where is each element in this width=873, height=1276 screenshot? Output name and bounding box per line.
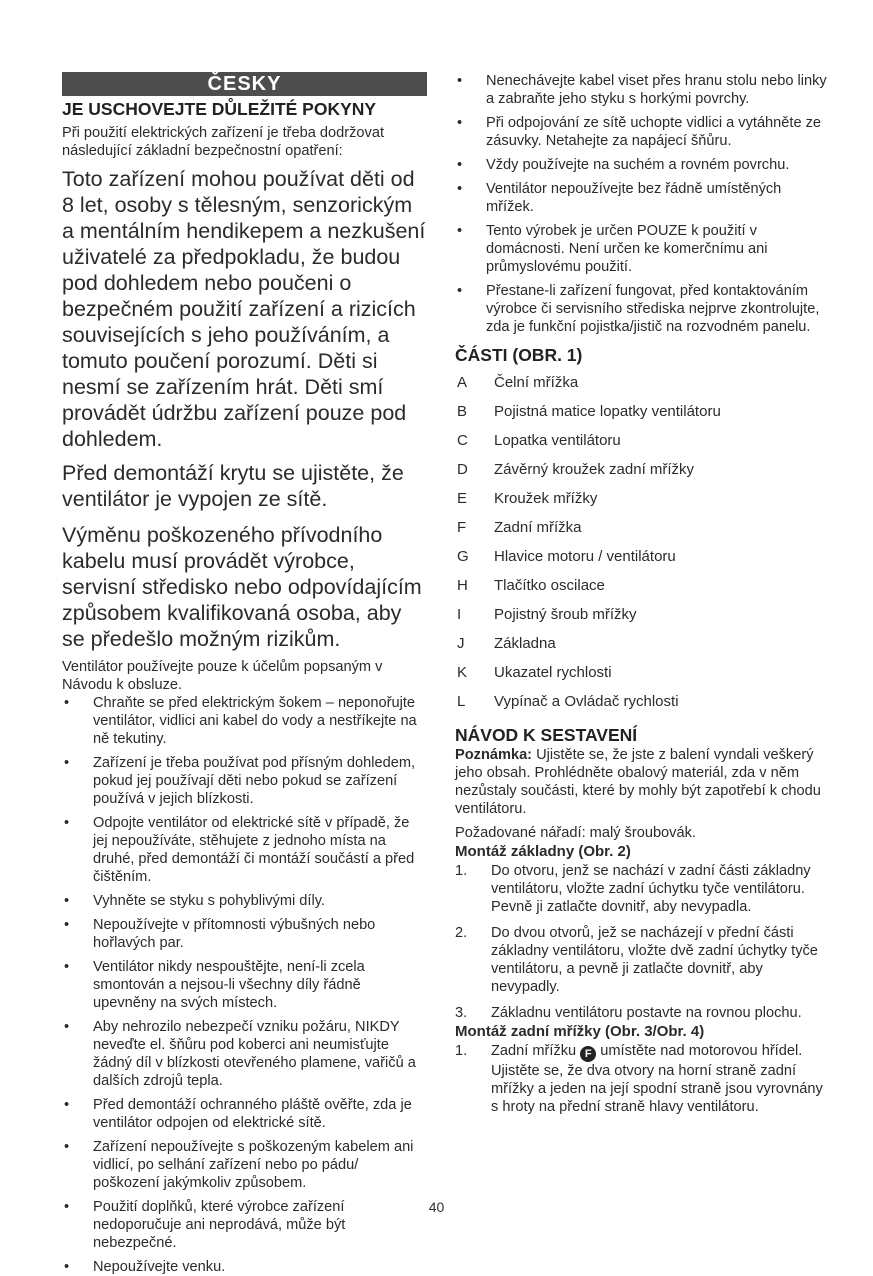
part-f-badge-icon: F (580, 1046, 596, 1062)
bullet-icon: • (457, 157, 463, 173)
bullet-icon: • (457, 283, 463, 299)
parts-list (455, 368, 830, 716)
part-item: A Čelní mřížka (457, 374, 579, 391)
list-item: • Tento výrobek je určen POUZE k použití v domácnosti. Není určen ke komerčnímu ani průmyslovému použití. (457, 223, 768, 275)
required-tools: Požadované nářadí: malý šroubovák. (455, 825, 696, 841)
safety-intro: Při použití elektrických zařízení je třeba dodržovat následující základní bezpečnostní opatření: (62, 125, 385, 159)
left-column (62, 72, 427, 1276)
base-assembly-steps (455, 862, 830, 1022)
list-item: • Ventilátor nepoužívejte bez řádně umístěných mřížek. (457, 181, 782, 215)
part-item: J Základna (457, 635, 556, 652)
bullet-icon: • (64, 1097, 70, 1113)
part-item: G Hlavice motoru / ventilátoru (457, 548, 676, 565)
list-item: • Zařízení je třeba používat pod přísným dohledem, pokud jej používají děti nebo pokud se zařízení používá v jejich blízkosti. (64, 755, 416, 807)
right-column (455, 72, 830, 1116)
part-item: H Tlačítko oscilace (457, 577, 605, 594)
bullet-icon: • (457, 115, 463, 131)
part-item: F Zadní mřížka (457, 519, 582, 536)
assembly-note: Poznámka: Ujistěte se, že jste z balení vyndali veškerý jeho obsah. Prohlédněte obalový materiál, zda v něm nezůstaly součásti, které by mohly být zapotřebí k chodu ventilátoru. (455, 747, 821, 817)
part-item: L Vypínač a Ovládač rychlosti (457, 693, 679, 710)
bullet-icon: • (457, 181, 463, 197)
bullet-icon: • (64, 815, 70, 831)
list-item: • Nepoužívejte venku. (64, 1259, 226, 1275)
bullet-icon: • (64, 1139, 70, 1155)
bullet-icon: • (64, 917, 70, 933)
part-item: C Lopatka ventilátoru (457, 432, 621, 449)
safety-list-right (455, 72, 830, 336)
list-item: • Nepoužívejte v přítomnosti výbušných nebo hořlavých par. (64, 917, 376, 951)
bullet-icon: • (457, 223, 463, 239)
list-item: • Chraňte se před elektrickým šokem – neponořujte ventilátor, vidlici ani kabel do vody a nestříkejte na ně tekutiny. (64, 695, 417, 747)
list-item: • Vyhněte se styku s pohyblivými díly. (64, 893, 325, 909)
step-item: 1. Do otvoru, jenž se nachází v zadní části základny ventilátoru, vložte zadní úchytku tyče ventilátoru. Pevně ji zatlačte dovnitř, aby nevypadla. (455, 863, 811, 915)
base-assembly-title: Montáž základny (Obr. 2) (455, 843, 631, 860)
safety-list-left (62, 694, 427, 1276)
warning-disassembly: Před demontáží krytu se ujistěte, že ventilátor je vypojen ze sítě. (62, 461, 404, 511)
language-banner: ČESKY (62, 72, 427, 96)
list-item: • Vždy používejte na suchém a rovném povrchu. (457, 157, 790, 173)
step-item: 1. Zadní mřížku F umístěte nad motorovou hřídel. Ujistěte se, že dva otvory na horní straně zadní mřížky a jeden na její spodní straně jsou vyrovnány s hroty na přední straně hlavy ventilátoru. (455, 1043, 823, 1115)
list-item: • Nenechávejte kabel viset přes hranu stolu nebo linky a zabraňte jeho styku s horkými povrchy. (457, 73, 827, 107)
list-item: • Aby nehrozilo nebezpečí vzniku požáru, NIKDY neveďte el. šňůru pod koberci ani neumisťujte žádný díl v blízkosti otevřeného plamene, vařičů a dalších zdrojů tepla. (64, 1019, 416, 1089)
step-item: 2. Do dvou otvorů, jež se nacházejí v přední části základny ventilátoru, vložte dvě zadní úchytky tyče ventilátoru, a pevně ji zatlačte dovnitř, aby nevypadly. (455, 925, 818, 995)
list-item: • Zařízení nepoužívejte s poškozeným kabelem ani vidlicí, po selhání zařízení nebo po pádu/ poškození jakýmkoliv způsobem. (64, 1139, 414, 1191)
part-item: I Pojistný šroub mřížky (457, 606, 637, 623)
part-item: E Kroužek mřížky (457, 490, 598, 507)
rear-grille-title: Montáž zadní mřížky (Obr. 3/Obr. 4) (455, 1023, 705, 1040)
bullet-icon: • (64, 959, 70, 975)
list-item: • Ventilátor nikdy nespouštějte, není-li zcela smontován a nejsou-li všechny díly řádně upevněny na svých místech. (64, 959, 365, 1011)
page-number: 40 (428, 1199, 445, 1215)
warning-cable: Výměnu poškozeného přívodního kabelu musí provádět výrobce, servisní středisko nebo odpovídajícím způsobem kvalifikovaná osoba, aby se předešlo možným rizikům. (62, 523, 422, 651)
bullet-icon: • (64, 1259, 70, 1275)
parts-title: ČÁSTI (OBR. 1) (455, 345, 583, 365)
bullet-icon: • (64, 893, 70, 909)
bullet-icon: • (457, 73, 463, 89)
rear-grille-steps (455, 1042, 830, 1116)
usage-note: Ventilátor používejte pouze k účelům popsaným v Návodu k obsluze. (62, 659, 383, 693)
bullet-icon: • (64, 695, 70, 711)
bullet-icon: • (64, 755, 70, 771)
assembly-title: NÁVOD K SESTAVENÍ (455, 725, 638, 745)
list-item: • Přestane-li zařízení fungovat, před kontaktováním výrobce či servisního střediska nejprve zkontrolujte, zda je funkční pojistka/jistič na rozvodném panelu. (457, 283, 820, 335)
part-item: D Závěrný kroužek zadní mřížky (457, 461, 695, 478)
safety-title: JE USCHOVEJTE DŮLEŽITÉ POKYNY (62, 99, 377, 119)
step-item: 3. Základnu ventilátoru postavte na rovnou plochu. (455, 1005, 802, 1021)
part-item: B Pojistná matice lopatky ventilátoru (457, 403, 721, 420)
bullet-icon: • (64, 1199, 70, 1215)
list-item: • Použití doplňků, které výrobce zařízení nedoporučuje ani neprodává, může být nebezpečné. (64, 1199, 346, 1251)
list-item: • Odpojte ventilátor od elektrické sítě v případě, že jej nepoužíváte, stěhujete z jednoho místa na druhé, před demontáží či montáží součástí a před čištěním. (64, 815, 415, 885)
list-item: • Před demontáží ochranného pláště ověřte, zda je ventilátor odpojen od elektrické sítě. (64, 1097, 412, 1131)
part-item: K Ukazatel rychlosti (457, 664, 612, 681)
warning-children: Toto zařízení mohou používat děti od 8 let, osoby s tělesným, senzorickým a mentálním hendikepem a nezkušení uživatelé za předpokladu, že budou pod dohledem nebo poučeni o bezpečném použití zařízení a rizicích souvisejících s jeho používáním, a tomuto poučení porozumí. Děti si nesmí se zařízením hrát. Děti smí provádět údržbu zařízení pouze pod dohledem. (62, 167, 426, 451)
list-item: • Při odpojování ze sítě uchopte vidlici a vytáhněte ze zásuvky. Netahejte za napájecí šňůru. (457, 115, 822, 149)
bullet-icon: • (64, 1019, 70, 1035)
